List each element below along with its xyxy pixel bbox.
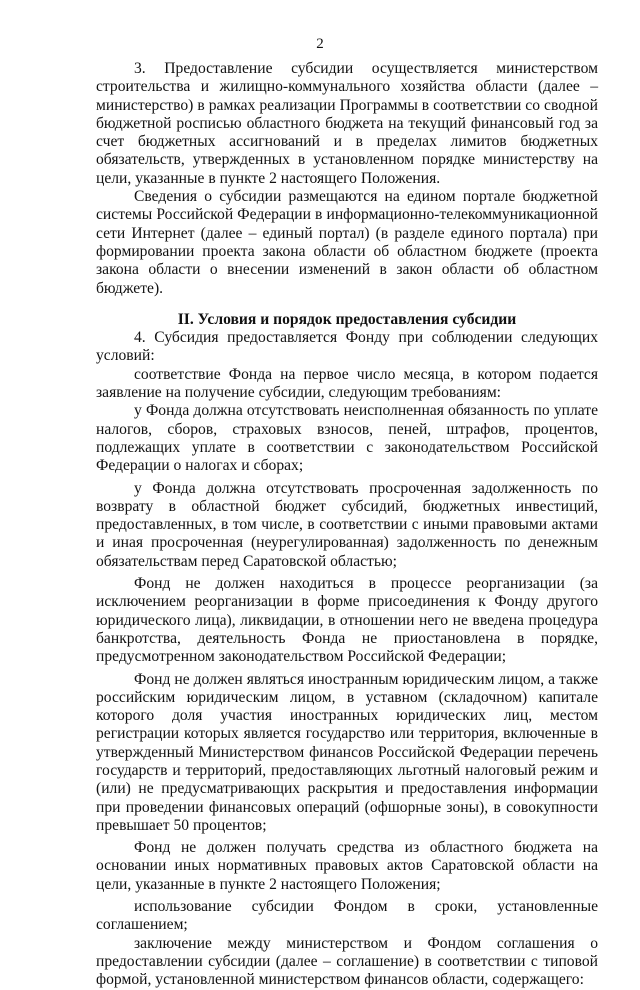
section-heading: II. Условия и порядок предоставления субсидии bbox=[177, 310, 517, 328]
paragraph-4-conditions: 4. Субсидия предоставляется Фонду при соблюдении следующих условий: bbox=[96, 329, 598, 365]
paragraph-overdue-debt: у Фонда должна отсутствовать просроченная задолженность по возврату в областной бюджет субсидий, бюджетных инвестиций, предоставленных, в том числе, в соответствии с иными правовыми актами и иная просроченная (неурегулированная) задолженность по денежным обязательствам перед Саратовской областью; bbox=[96, 479, 598, 570]
paragraph-agreement: заключение между министерством и Фондом соглашения о предоставлении субсидии (далее – соглашение) в соответствии с типовой формой, установленной министерством финансов области, содержащего: bbox=[96, 934, 598, 989]
paragraph-other-funds: Фонд не должен получать средства из областного бюджета на основании иных нормативных правовых актов Саратовской области на цели, указанные в пункте 2 настоящего Положения; bbox=[96, 839, 598, 893]
paragraph-tax-obligations: у Фонда должна отсутствовать неисполненная обязанность по уплате налогов, сборов, страховых взносов, пеней, штрафов, процентов, подлежащих уплате в соответствии с законодательством Российской Федерации о налогах и сборах; bbox=[96, 402, 598, 475]
paragraph-reorganization: Фонд не должен находиться в процессе реорганизации (за исключением реорганизации в форме присоединения к Фонду другого юридического лица), ликвидации, в отношении него не введена процедура банкротства, деятельность Фонда не приостановлена в порядке, предусмотренном законодательством Российской Федерации; bbox=[96, 575, 598, 666]
page-number: 2 bbox=[316, 36, 324, 52]
paragraph-compliance: соответствие Фонда на первое число месяца, в котором подается заявление на получение субсидии, следующим требованиям: bbox=[96, 365, 598, 402]
paragraph-usage-deadlines: использование субсидии Фондом в сроки, установленные соглашением; bbox=[96, 898, 598, 934]
paragraph-foreign-entity: Фонд не должен являться иностранным юридическим лицом, а также российским юридическим лицом, в уставном (складочном) капитале которого доля участия иностранных юридических лиц, местом регистрации которых является государство или территория, включенные в утвержденный Министерством финансов Российской Федерации перечень государств и территорий, предоставляющих льготный налоговый режим и (или) не предусматривающих раскрытия и предоставления информации при проведении финансовых операций (офшорные зоны), в совокупности превышает 50 процентов; bbox=[96, 670, 598, 834]
paragraph-3-provision: 3. Предоставление субсидии осуществляется министерством строительства и жилищно-коммунального хозяйства области (далее – министерство) в рамках реализации Программы в соответствии со сводной бюджетной росписью областного бюджета на текущий финансовый год за счет бюджетных ассигнований и в пределах лимитов бюджетных обязательств, утвержденных в установленном порядке министерству на цели, указанные в пункте 2 настоящего Положения. bbox=[96, 60, 598, 187]
document-body bbox=[96, 60, 598, 990]
paragraph-subsidy-info: Сведения о субсидии размещаются на едином портале бюджетной системы Российской Федерации в информационно-телекоммуникационной сети Интернет (далее – единый портал) (в разделе единого портала) при формировании проекта закона области об областном бюджете (проекта закона области о внесении изменений в закон области об областном бюджете). bbox=[96, 188, 598, 297]
